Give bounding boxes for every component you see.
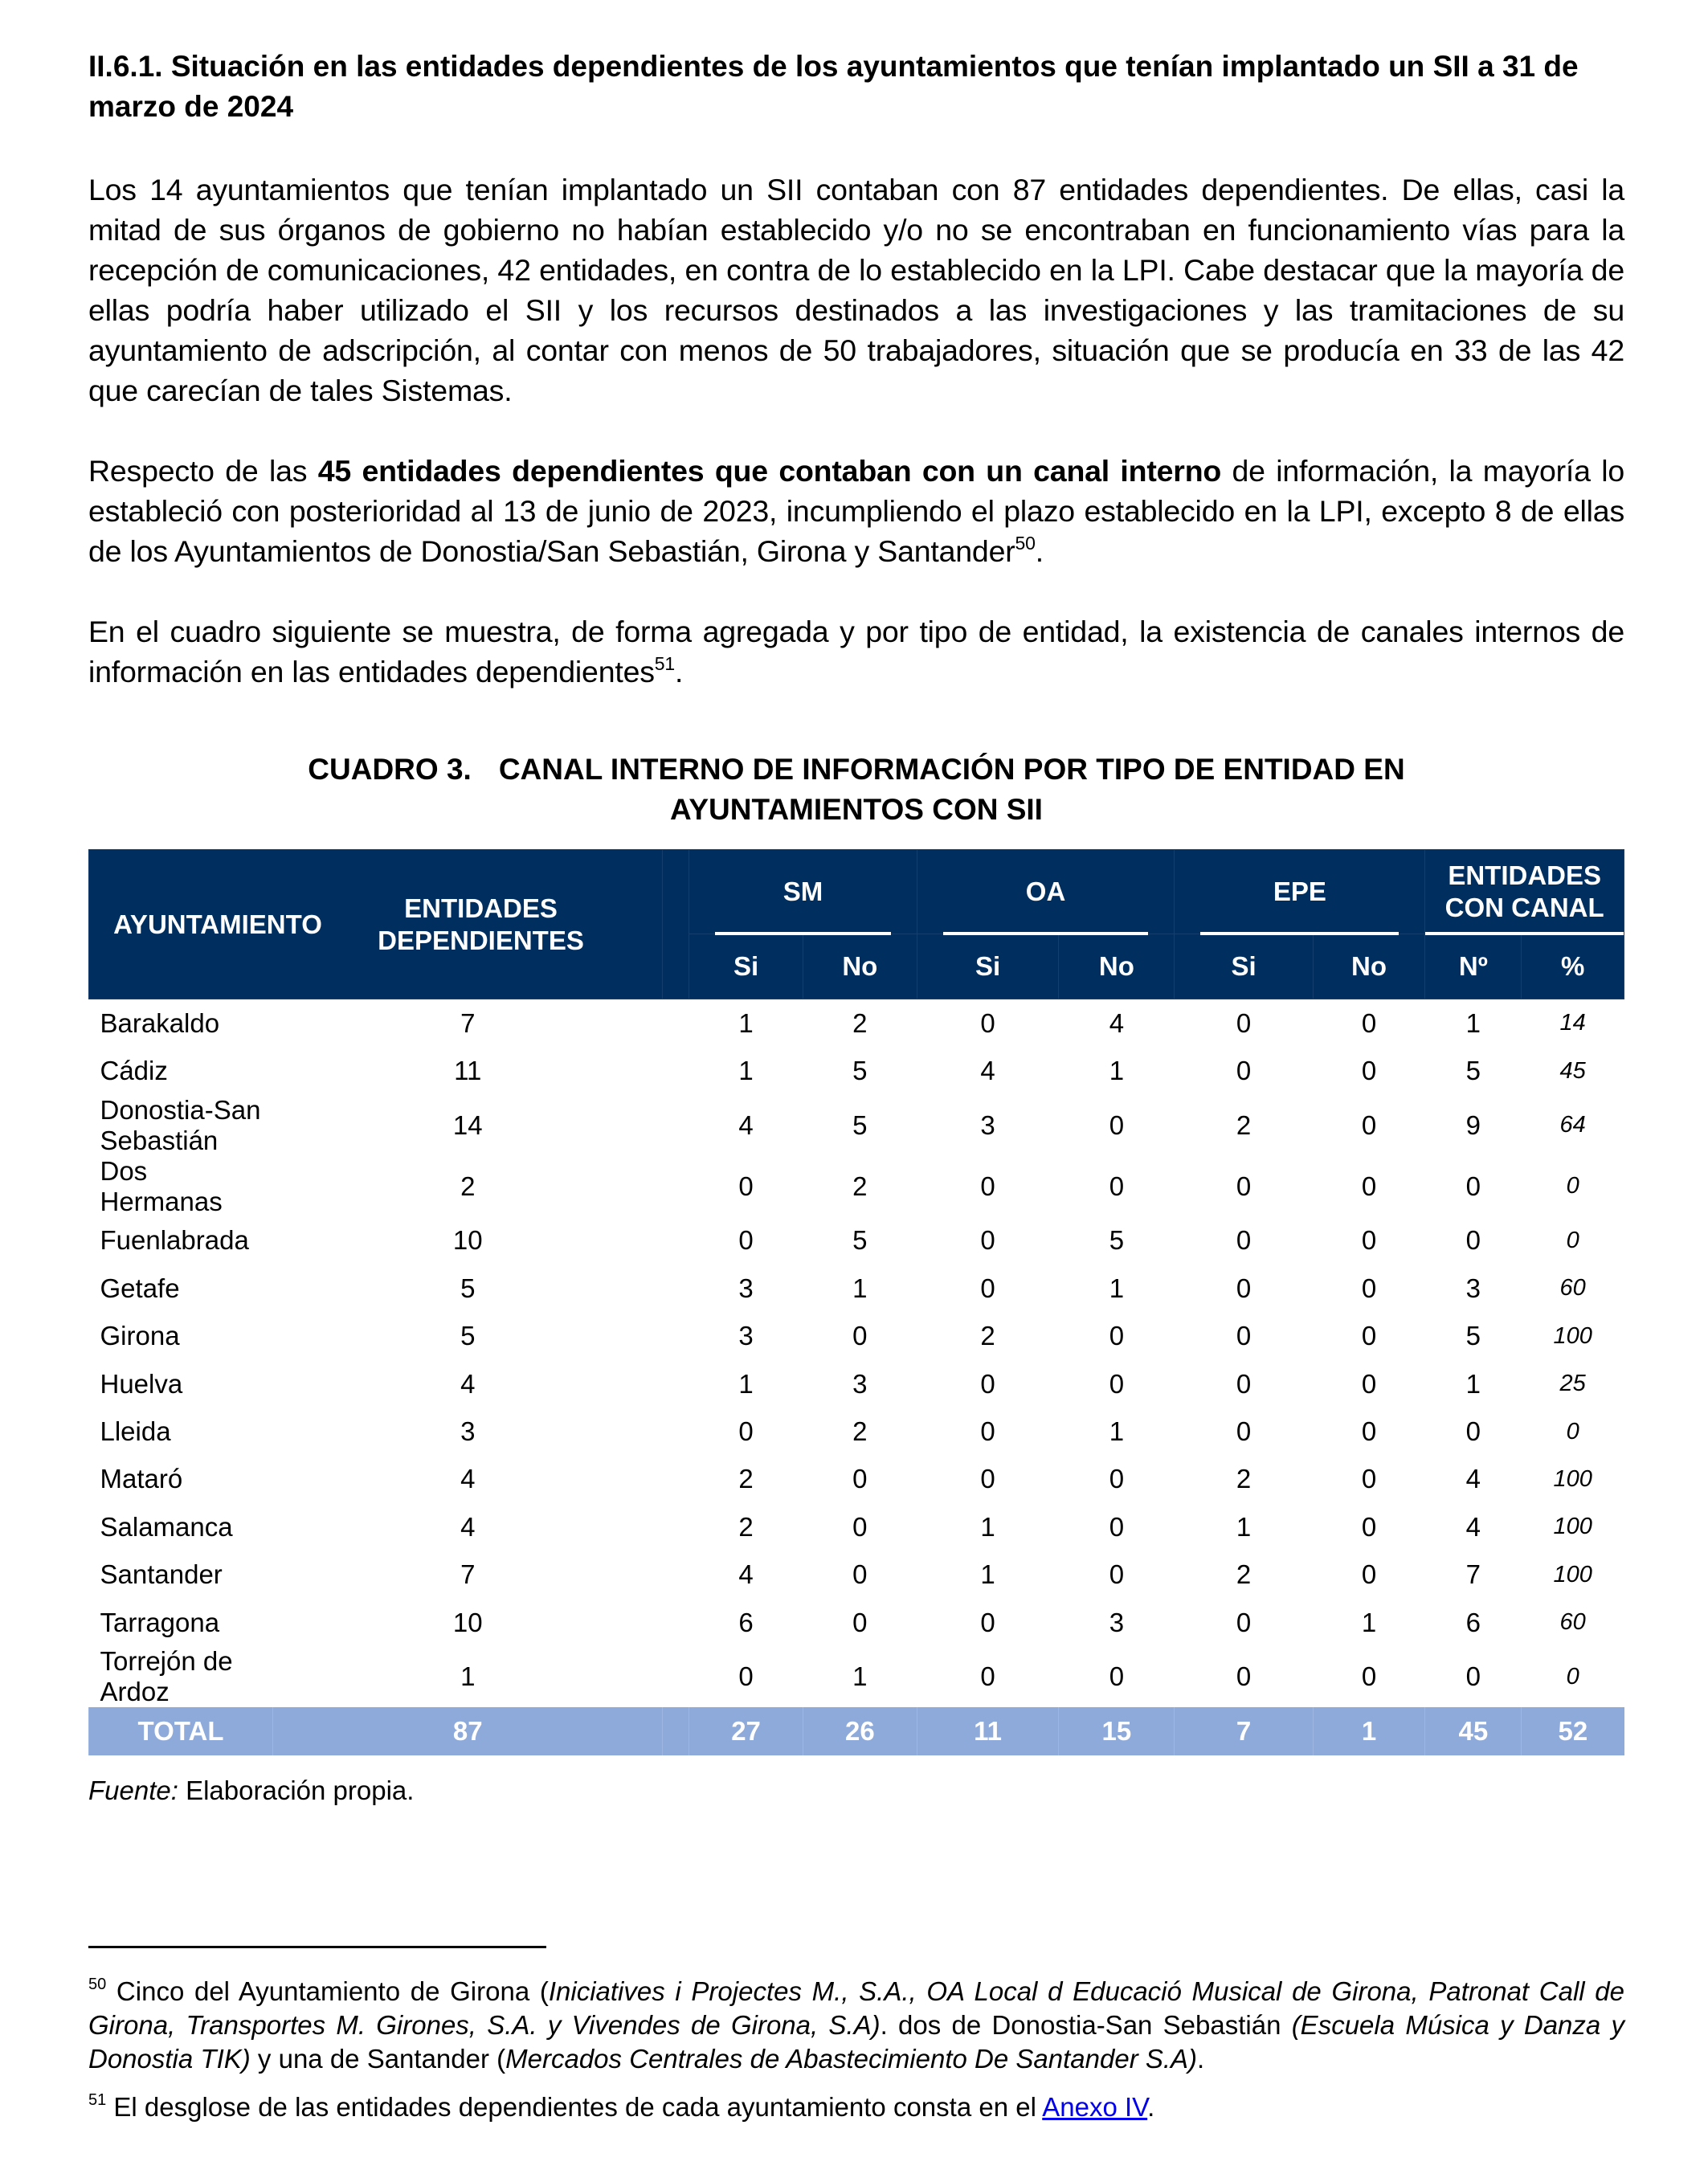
- cell-epe-no: 0: [1361, 1464, 1377, 1494]
- footnotes: [88, 1975, 1624, 2124]
- cell-epe-si: 0: [1236, 1171, 1252, 1201]
- cell-entidades: 7: [460, 1559, 476, 1590]
- section-heading: II.6.1. Situación en las entidades dependientes de los ayuntamientos que tenían implantado un SII a 31 de marzo de 2024: [88, 50, 1579, 123]
- cell-oa-no: 0: [1109, 1171, 1125, 1201]
- cell-epe-no: 0: [1361, 1559, 1377, 1590]
- cell-epe-si: 0: [1236, 1056, 1252, 1086]
- cell-ayuntamiento: Tarragona: [100, 1607, 220, 1637]
- table-row: [89, 1551, 1624, 1599]
- cell-oa-no: 0: [1109, 1511, 1125, 1542]
- spacer-cell: [663, 1156, 689, 1217]
- footnote-50-number: 50: [88, 1976, 107, 1993]
- cell-pct: 100: [1553, 1514, 1592, 1540]
- cell-num: 1: [1465, 1007, 1481, 1038]
- paragraph-3-text: En el cuadro siguiente se muestra, de forma agregada y por tipo de entidad, la existencia de canales internos de información en las entidades dependientes: [88, 615, 1624, 689]
- cell-num: 4: [1465, 1511, 1481, 1542]
- cell-sm-si: 2: [738, 1511, 754, 1542]
- cell-num: 7: [1465, 1559, 1481, 1590]
- cell-oa-si: 4: [980, 1056, 995, 1086]
- cell-entidades: 1: [460, 1661, 476, 1692]
- cell-oa-si: 1: [980, 1511, 995, 1542]
- data-table: [88, 849, 1624, 1755]
- footnote-50: [88, 1975, 1624, 2076]
- cell-oa-si: 0: [980, 1464, 995, 1494]
- cell-entidades: 10: [452, 1607, 483, 1637]
- footnote-51: [88, 2090, 1624, 2124]
- spacer-cell: [663, 1408, 689, 1455]
- header-ayuntamiento-label: AYUNTAMIENTO: [113, 909, 322, 939]
- cell-num: 45: [1425, 1707, 1522, 1755]
- cell-pct: 52: [1522, 1707, 1624, 1755]
- cell-ayuntamiento: Barakaldo: [100, 1007, 220, 1038]
- cell-num: 0: [1465, 1661, 1481, 1692]
- cell-sm-si: 6: [738, 1607, 754, 1637]
- header-oa-si: Si: [917, 934, 1059, 999]
- cell-num: 0: [1465, 1171, 1481, 1201]
- cell-ayuntamiento: Mataró: [100, 1464, 183, 1494]
- cell-pct: 45: [1559, 1057, 1586, 1084]
- cell-ayuntamiento: Girona: [100, 1321, 180, 1351]
- cell-oa-si: 3: [980, 1109, 995, 1140]
- header-epe-si: Si: [1175, 934, 1313, 999]
- cell-sm-no: 0: [852, 1321, 868, 1351]
- cell-sm-no: 0: [852, 1464, 868, 1494]
- paragraph-2: [88, 451, 1624, 571]
- footnote-51-end: .: [1147, 2092, 1155, 2122]
- cell-ayuntamiento: Torrejón de Ardoz: [100, 1646, 233, 1707]
- cell-epe-si: 2: [1236, 1464, 1252, 1494]
- cell-epe-si: 0: [1236, 1607, 1252, 1637]
- spacer-cell: [663, 1360, 689, 1408]
- cell-oa-si: 2: [980, 1321, 995, 1351]
- header-entidades-con-canal: ENTIDADES CON CANAL: [1425, 850, 1624, 934]
- cell-ayuntamiento: Salamanca: [100, 1511, 233, 1542]
- cell-oa-si: 0: [980, 1368, 995, 1399]
- cell-num: 5: [1465, 1321, 1481, 1351]
- footnote-separator: [88, 1946, 546, 1948]
- cell-pct: 25: [1559, 1371, 1586, 1397]
- table-row: [89, 1503, 1624, 1551]
- cell-num: 5: [1465, 1056, 1481, 1086]
- cell-entidades: 14: [452, 1109, 483, 1140]
- cell-oa-si: 0: [980, 1007, 995, 1038]
- cell-sm-no: 1: [852, 1273, 868, 1303]
- cell-num: 0: [1465, 1225, 1481, 1256]
- cell-sm-si: 4: [738, 1559, 754, 1590]
- cell-entidades: 87: [273, 1707, 663, 1755]
- cell-sm-si: 0: [738, 1225, 754, 1256]
- header-entidades-dependientes: ENTIDADES DEPENDIENTES: [378, 893, 584, 955]
- table-row: [89, 1217, 1624, 1265]
- cell-pct: 0: [1566, 1227, 1579, 1253]
- cell-num: 4: [1465, 1464, 1481, 1494]
- cell-num: 1: [1465, 1368, 1481, 1399]
- table-row: [89, 1456, 1624, 1503]
- spacer-cell: [663, 1599, 689, 1646]
- cell-ayuntamiento: Huelva: [100, 1368, 183, 1399]
- cell-ayuntamiento: Fuenlabrada: [100, 1225, 249, 1256]
- footnote-50-italic-santander: Mercados Centrales de Abastecimiento De Santander S.A): [505, 2044, 1198, 2074]
- table-row: [89, 1313, 1624, 1360]
- cell-entidades: 2: [460, 1171, 476, 1201]
- cell-oa-si: 0: [980, 1661, 995, 1692]
- footnote-51-text: El desglose de las entidades dependientes de cada ayuntamiento consta en el: [106, 2092, 1043, 2122]
- table-row: [89, 1599, 1624, 1646]
- table-row: [89, 1047, 1624, 1094]
- cell-sm-si: 0: [738, 1416, 754, 1447]
- cell-pct: 100: [1553, 1465, 1592, 1492]
- table-row: [89, 999, 1624, 1048]
- cell-epe-si: 0: [1236, 1225, 1252, 1256]
- cell-pct: 100: [1553, 1561, 1592, 1588]
- caption-line-1: CANAL INTERNO DE INFORMACIÓN POR TIPO DE ENTIDAD EN: [498, 753, 1405, 786]
- cell-oa-no: 1: [1109, 1416, 1125, 1447]
- cell-entidades: 10: [452, 1225, 483, 1256]
- cell-sm-si: 0: [738, 1171, 754, 1201]
- cell-epe-si: 0: [1236, 1416, 1252, 1447]
- cell-oa-no: 4: [1109, 1007, 1125, 1038]
- paragraph-3: [88, 611, 1624, 692]
- table-row: [89, 1646, 1624, 1707]
- cell-entidades: 11: [454, 1056, 482, 1086]
- cell-epe-no: 0: [1361, 1321, 1377, 1351]
- cell-pct: 64: [1559, 1112, 1586, 1138]
- cell-sm-si: 2: [738, 1464, 754, 1494]
- table-row: [89, 1360, 1624, 1408]
- table-row: [89, 1408, 1624, 1455]
- header-spacer: [663, 850, 689, 999]
- cell-sm-no: 5: [852, 1109, 868, 1140]
- cell-epe-si: 2: [1236, 1559, 1252, 1590]
- paragraph-2-text-cont: de información, la mayoría lo estableció con posterioridad al 13 de junio de 2023, incumpliendo el plazo establecido en la LPI, excepto 8 de ellas de los Ayuntamientos de Donostia/San Sebastián, Girona y Santander: [88, 454, 1624, 568]
- cell-oa-si: 0: [980, 1273, 995, 1303]
- cell-pct: 0: [1566, 1663, 1579, 1690]
- cell-pct: 60: [1559, 1609, 1586, 1636]
- spacer-cell: [663, 1265, 689, 1312]
- cell-entidades: 4: [460, 1511, 476, 1542]
- cell-pct: 0: [1566, 1418, 1579, 1445]
- header-sm-si: Si: [689, 934, 803, 999]
- cell-entidades: 4: [460, 1368, 476, 1399]
- cell-sm-no: 3: [852, 1368, 868, 1399]
- cell-oa-si: 0: [980, 1607, 995, 1637]
- cell-pct: 100: [1553, 1322, 1592, 1349]
- spacer-cell: [663, 1707, 689, 1755]
- header-sm-no: No: [803, 934, 917, 999]
- footnote-50-end: .: [1197, 2044, 1205, 2074]
- cell-epe-si: 7: [1175, 1707, 1313, 1755]
- spacer-cell: [663, 1047, 689, 1094]
- cell-pct: 14: [1559, 1010, 1586, 1036]
- cell-oa-no: 0: [1109, 1464, 1125, 1494]
- cell-epe-no: 0: [1361, 1273, 1377, 1303]
- cell-entidades: 4: [460, 1464, 476, 1494]
- cell-entidades: 7: [460, 1007, 476, 1038]
- footnote-51-number: 51: [88, 2091, 107, 2109]
- footnote-50-italic-girona: Iniciatives i Projectes M., S.A., OA Local d Educació Musical de Girona, Patronat Call de Girona, Transportes M. Girones, S.A. y Vivendes de Girona, S.A): [88, 1976, 1625, 2040]
- spacer-cell: [663, 999, 689, 1048]
- cell-entidades: 5: [460, 1321, 476, 1351]
- cell-oa-no: 0: [1109, 1368, 1125, 1399]
- header-num: Nº: [1425, 934, 1522, 999]
- cell-ayuntamiento: Lleida: [100, 1416, 171, 1447]
- footnote-ref-50[interactable]: 50: [1015, 533, 1036, 554]
- cell-sm-si: 3: [738, 1273, 754, 1303]
- source-label: Fuente:: [88, 1775, 178, 1806]
- header-oa-no: No: [1059, 934, 1175, 999]
- cell-epe-si: 1: [1236, 1511, 1252, 1542]
- cell-epe-no: 0: [1361, 1225, 1377, 1256]
- cell-epe-si: 0: [1236, 1007, 1252, 1038]
- paragraph-2-end: .: [1035, 534, 1044, 568]
- cell-sm-no: 5: [852, 1056, 868, 1086]
- caption-number: CUADRO 3.: [308, 753, 472, 786]
- cell-ayuntamiento: TOTAL: [89, 1707, 273, 1755]
- cell-num: 3: [1465, 1273, 1481, 1303]
- cell-sm-no: 5: [852, 1225, 868, 1256]
- cell-sm-no: 0: [852, 1607, 868, 1637]
- cell-epe-si: 0: [1236, 1321, 1252, 1351]
- table-source: [88, 1773, 1624, 1808]
- cell-entidades: 5: [460, 1273, 476, 1303]
- table-row: [89, 1156, 1624, 1217]
- cell-sm-no: 1: [852, 1661, 868, 1692]
- cell-sm-si: 4: [738, 1109, 754, 1140]
- footnote-ref-51[interactable]: 51: [654, 653, 675, 674]
- footnote-50-text-2: . dos de Donostia-San Sebastián: [880, 2010, 1292, 2040]
- cell-epe-no: 1: [1361, 1607, 1377, 1637]
- cell-oa-no: 5: [1109, 1225, 1125, 1256]
- cell-oa-no: 0: [1109, 1559, 1125, 1590]
- spacer-cell: [663, 1217, 689, 1265]
- cell-num: 6: [1465, 1607, 1481, 1637]
- cell-epe-no: 0: [1361, 1661, 1377, 1692]
- header-ayuntamiento: [89, 850, 663, 999]
- cell-pct: 60: [1559, 1275, 1586, 1301]
- cell-epe-si: 0: [1236, 1661, 1252, 1692]
- cell-num: 0: [1465, 1416, 1481, 1447]
- cell-ayuntamiento: Donostia-San Sebastián: [100, 1094, 261, 1155]
- document-page: [88, 47, 1624, 1808]
- footnote-50-text: Cinco del Ayuntamiento de Girona (: [106, 1976, 549, 2006]
- cell-sm-si: 1: [738, 1368, 754, 1399]
- cell-epe-no: 0: [1361, 1007, 1377, 1038]
- header-sm: SM: [689, 850, 917, 934]
- spacer-cell: [663, 1503, 689, 1551]
- cell-sm-si: 1: [738, 1007, 754, 1038]
- cell-epe-si: 2: [1236, 1109, 1252, 1140]
- cell-oa-no: 1: [1109, 1056, 1125, 1086]
- cell-sm-si: 1: [738, 1056, 754, 1086]
- caption-line-2: AYUNTAMIENTOS CON SII: [670, 793, 1043, 826]
- cell-oa-si: 1: [980, 1559, 995, 1590]
- spacer-cell: [663, 1646, 689, 1707]
- cell-sm-no: 26: [803, 1707, 917, 1755]
- source-text: Elaboración propia.: [178, 1775, 415, 1806]
- cell-epe-no: 1: [1313, 1707, 1425, 1755]
- cell-epe-no: 0: [1361, 1109, 1377, 1140]
- cell-oa-no: 0: [1109, 1661, 1125, 1692]
- header-pct: %: [1522, 934, 1624, 999]
- spacer-cell: [663, 1313, 689, 1360]
- cell-ayuntamiento: Cádiz: [100, 1056, 168, 1086]
- total-row: [89, 1707, 1624, 1755]
- cell-sm-si: 0: [738, 1661, 754, 1692]
- cell-sm-no: 0: [852, 1511, 868, 1542]
- header-epe: EPE: [1175, 850, 1425, 934]
- cell-ayuntamiento: Getafe: [100, 1273, 180, 1303]
- header-epe-no: No: [1313, 934, 1425, 999]
- cell-oa-no: 1: [1109, 1273, 1125, 1303]
- cell-oa-si: 0: [980, 1171, 995, 1201]
- cell-sm-si: 27: [689, 1707, 803, 1755]
- cell-num: 9: [1465, 1109, 1481, 1140]
- cell-epe-no: 0: [1361, 1171, 1377, 1201]
- cell-oa-si: 0: [980, 1416, 995, 1447]
- cell-oa-no: 0: [1109, 1321, 1125, 1351]
- cell-sm-no: 2: [852, 1007, 868, 1038]
- spacer-cell: [663, 1095, 689, 1156]
- cell-entidades: 3: [460, 1416, 476, 1447]
- spacer-cell: [663, 1551, 689, 1599]
- footnote-50-text-3: y una de Santander (: [250, 2044, 506, 2074]
- cell-epe-no: 0: [1361, 1368, 1377, 1399]
- cell-epe-no: 0: [1361, 1056, 1377, 1086]
- paragraph-3-end: .: [674, 655, 684, 689]
- paragraph-2-bold: 45 entidades dependientes que contaban con un canal interno: [317, 454, 1222, 488]
- footnote-50-italic-donostia: (Escuela Música y Danza y Donostia TIK): [88, 2010, 1625, 2074]
- cell-sm-no: 0: [852, 1559, 868, 1590]
- cell-epe-si: 0: [1236, 1368, 1252, 1399]
- cell-ayuntamiento: Santander: [100, 1559, 223, 1590]
- cell-epe-si: 0: [1236, 1273, 1252, 1303]
- header-oa: OA: [917, 850, 1175, 934]
- cell-epe-no: 0: [1361, 1511, 1377, 1542]
- cell-pct: 0: [1566, 1173, 1579, 1199]
- anexo-iv-link[interactable]: Anexo IV: [1042, 2092, 1148, 2122]
- cell-oa-si: 11: [917, 1707, 1059, 1755]
- cell-oa-no: 3: [1109, 1607, 1125, 1637]
- cell-sm-no: 2: [852, 1416, 868, 1447]
- table-row: [89, 1265, 1624, 1312]
- table-caption: [88, 750, 1624, 830]
- cell-oa-si: 0: [980, 1225, 995, 1256]
- cell-ayuntamiento: Dos Hermanas: [100, 1155, 223, 1216]
- cell-sm-si: 3: [738, 1321, 754, 1351]
- cell-sm-no: 2: [852, 1171, 868, 1201]
- spacer-cell: [663, 1456, 689, 1503]
- cell-oa-no: 0: [1109, 1109, 1125, 1140]
- paragraph-1: Los 14 ayuntamientos que tenían implantado un SII contaban con 87 entidades dependientes. De ellas, casi la mitad de sus órganos de gobierno no habían establecido y/o no se encontraban en funcionamiento vías para la recepción de comunicaciones, 42 entidades, en contra de lo establecido en la LPI. Cabe destacar que la mayoría de ellas podría haber utilizado el SII y los recursos destinados a las investigaciones y las tramitaciones de su ayuntamiento de adscripción, al contar con menos de 50 trabajadores, situación que se producía en 33 de las 42 que carecían de tales Sistemas.: [88, 173, 1624, 407]
- cell-oa-no: 15: [1059, 1707, 1175, 1755]
- table-row: [89, 1095, 1624, 1156]
- paragraph-2-text: Respecto de las: [88, 454, 318, 488]
- cell-epe-no: 0: [1361, 1416, 1377, 1447]
